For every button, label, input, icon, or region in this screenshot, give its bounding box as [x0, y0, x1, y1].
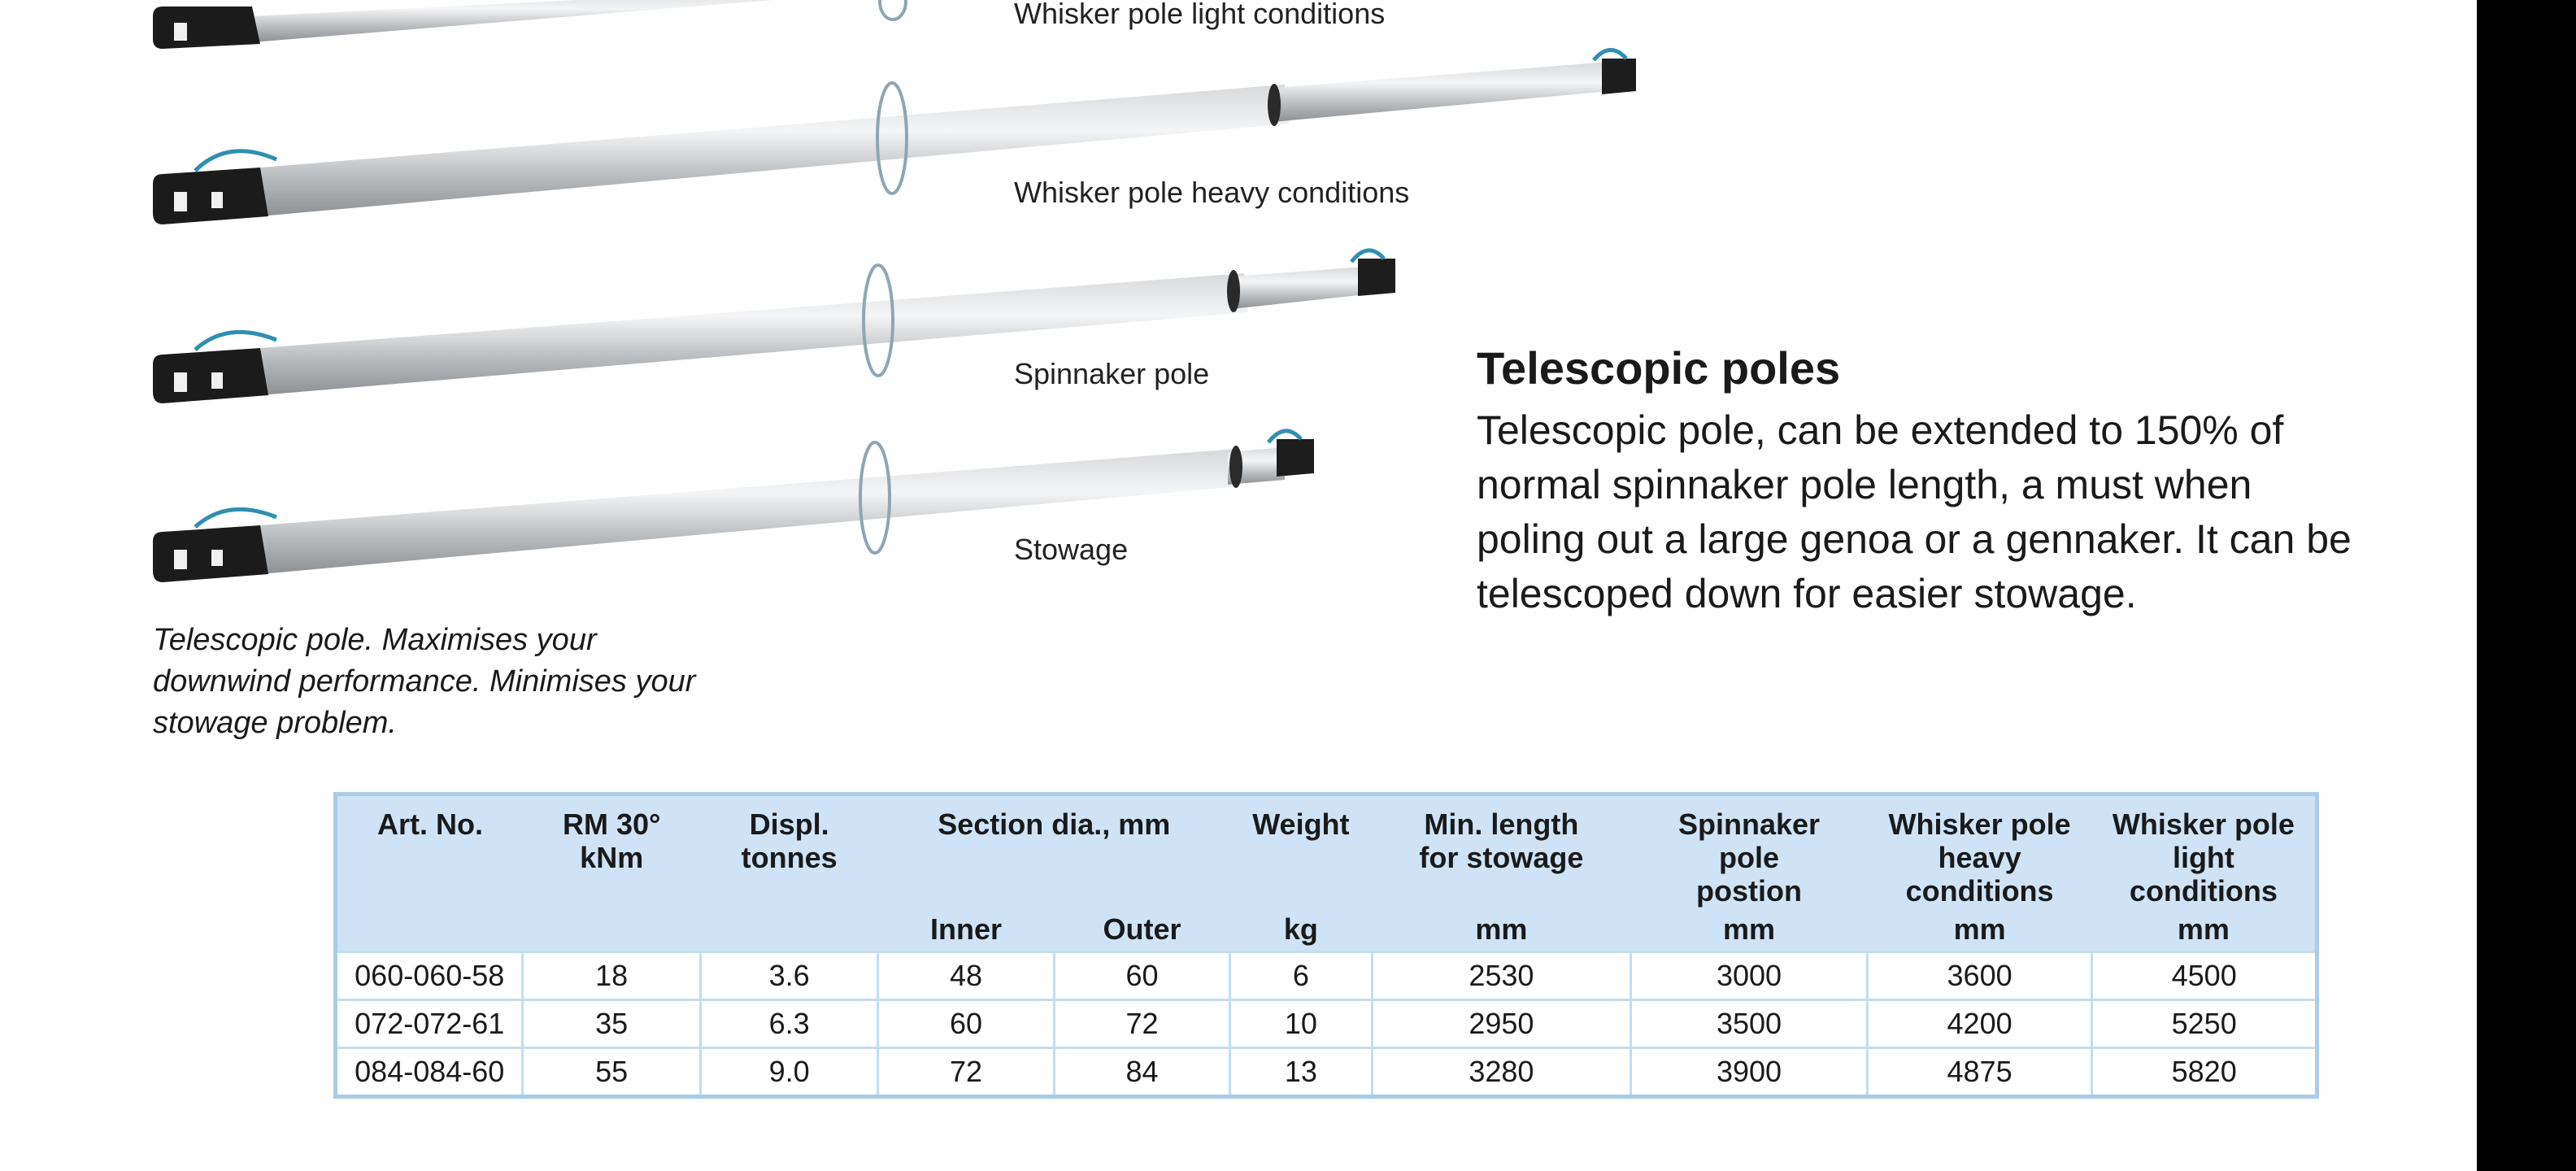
label-stowage: Stowage — [1014, 533, 1129, 566]
col-header-displ: Displ. tonnes — [700, 794, 877, 908]
col-header-spinnaker: Spinnaker pole postion — [1631, 794, 1868, 908]
pole-heavy-conditions — [153, 50, 1636, 224]
label-whisker-heavy: Whisker pole heavy conditions — [1014, 176, 1410, 209]
table-row: 060-060-58 18 3.6 48 60 6 2530 3000 3600 4500 — [336, 952, 2317, 1000]
unit-mm-min-length: mm — [1372, 908, 1631, 952]
pole-stowage — [153, 431, 1314, 582]
pole-light-conditions — [153, 0, 906, 49]
section-heading: Telescopic poles — [1477, 342, 1841, 394]
col-header-section: Section dia., mm — [878, 794, 1230, 908]
table-row: 084-084-60 55 9.0 72 84 13 3280 3900 4875 5820 — [336, 1048, 2317, 1097]
unit-inner: Inner — [878, 908, 1054, 952]
col-header-whisker-heavy: Whisker pole heavy conditions — [1867, 794, 2092, 908]
image-caption: Telescopic pole. Maximises your downwind performance. Minimises your stowage problem. — [153, 623, 696, 740]
col-header-art-no: Art. No. — [336, 794, 523, 908]
unit-kg: kg — [1230, 908, 1372, 952]
table-row: 072-072-61 35 6.3 60 72 10 2950 3500 4200 5250 — [336, 1000, 2317, 1048]
page-edge-strip — [2477, 0, 2576, 1171]
table-header-row — [336, 794, 2317, 908]
section-body: Telescopic pole, can be extended to 150% of normal spinnaker pole length, a must when poling out a large genoa or a gennaker. It can be telescoped down for easier stowage. — [1477, 407, 2352, 616]
unit-outer: Outer — [1054, 908, 1229, 952]
telescopic-poles-illustration — [146, 0, 1659, 602]
label-whisker-light: Whisker pole light conditions — [1014, 0, 1386, 30]
unit-mm-whisker-light: mm — [2092, 908, 2317, 952]
col-header-min-length: Min. length for stowage — [1372, 794, 1631, 908]
unit-mm-spinnaker: mm — [1631, 908, 1868, 952]
specifications-table — [333, 792, 2319, 1099]
table-units-row — [336, 908, 2317, 952]
col-header-whisker-light: Whisker pole light conditions — [2092, 794, 2317, 908]
unit-mm-whisker-heavy: mm — [1867, 908, 2092, 952]
col-header-rm: RM 30° kNm — [523, 794, 700, 908]
label-spinnaker: Spinnaker pole — [1014, 357, 1210, 390]
col-header-weight: Weight — [1230, 794, 1372, 908]
